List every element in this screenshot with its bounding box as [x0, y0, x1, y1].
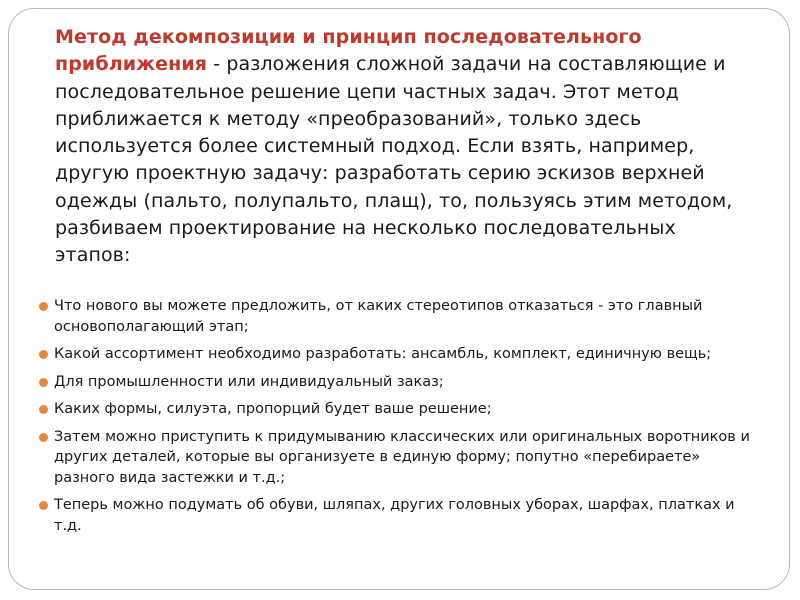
list-item [38, 344, 760, 365]
stages-list [38, 296, 760, 543]
bullet-dot-icon [39, 378, 48, 387]
bullet-dot-icon [39, 405, 48, 414]
list-item-text: Какой ассортимент необходимо разработать: ансамбль, комплект, единичную вещь; [54, 346, 712, 362]
method-term: Метод декомпозиции и принцип последовательного приближения [55, 26, 642, 76]
bullet-dot-icon [39, 302, 48, 311]
list-item [38, 372, 760, 393]
bullet-dot-icon [39, 350, 48, 359]
list-item-text: Затем можно приступить к придумыванию классических или оригинальных воротников и других деталей, которые вы организуете в единую форму; попутно «перебираете» разного вида застежки и т.д.; [54, 428, 750, 486]
intro-text: - разложения сложной задачи на составляющие и последовательное решение цепи частных задач. Этот метод приближается к методу «преобразований», только здесь используется более системный подход. Если взять, например, другую проектную задачу: разработать серию эскизов верхней одежды (пальто, полупальто, плащ), то, пользуясь этим методом, разбиваем проектирование на несколько последовательных этапов: [55, 53, 733, 267]
list-item-text: Для промышленности или индивидуальный заказ; [54, 373, 444, 390]
bullet-dot-icon [39, 501, 48, 510]
list-item [38, 399, 760, 420]
list-item [38, 495, 760, 536]
list-item-text: Что нового вы можете предложить, от каких стереотипов отказаться - это главный основополагающий этап; [54, 298, 703, 335]
list-item-text: Теперь можно подумать об обуви, шляпах, других головных уборах, шарфах, платках и т.д. [54, 497, 735, 534]
intro-paragraph [55, 24, 755, 270]
list-item-text: Каких формы, силуэта, пропорций будет ваше решение; [54, 401, 492, 417]
list-item [38, 296, 760, 337]
list-item [38, 427, 760, 489]
bullet-dot-icon [39, 433, 48, 442]
